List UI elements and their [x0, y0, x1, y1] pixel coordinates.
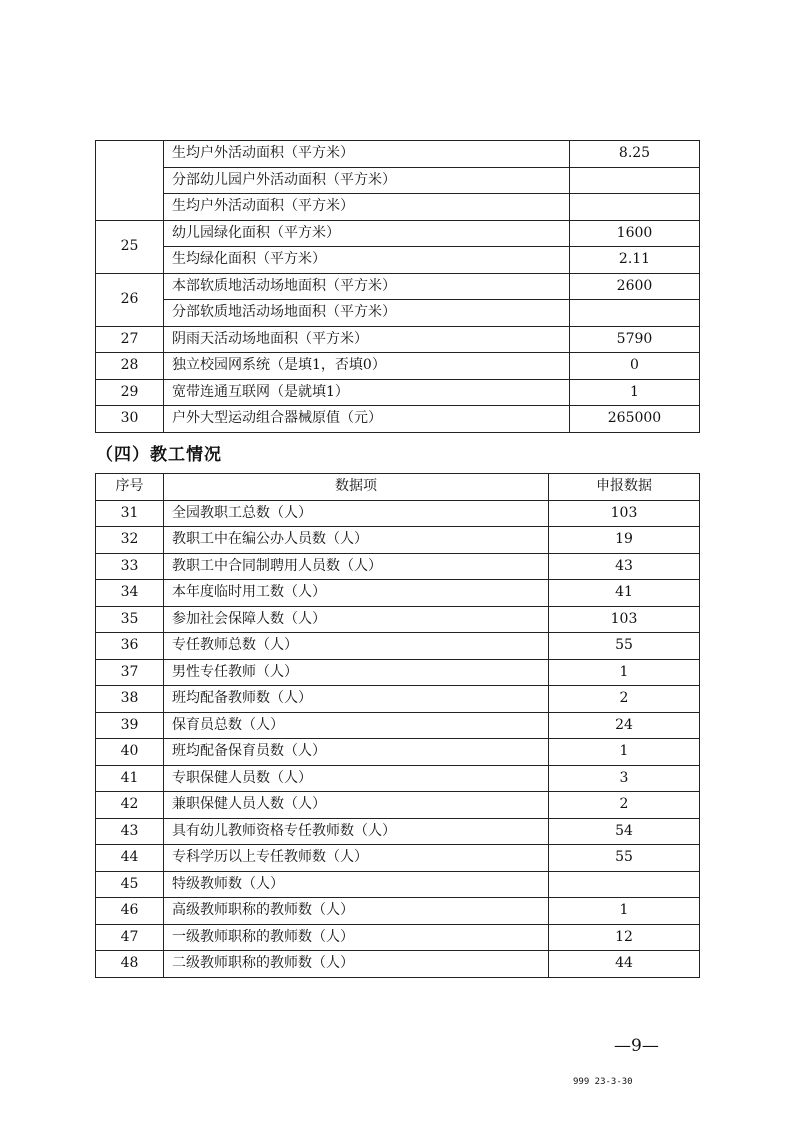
table-row — [96, 500, 700, 527]
row-index: 37 — [96, 659, 164, 686]
table-row — [96, 951, 700, 978]
row-value: 41 — [549, 580, 700, 607]
row-index: 43 — [96, 818, 164, 845]
table-row — [96, 659, 700, 686]
table-row — [96, 553, 700, 580]
row-item: 特级教师数（人） — [164, 871, 549, 898]
table-row — [96, 871, 700, 898]
table-row — [96, 326, 700, 353]
row-item: 幼儿园绿化面积（平方米） — [164, 220, 570, 247]
row-item: 班均配备保育员数（人） — [164, 739, 549, 766]
header-index: 序号 — [96, 474, 164, 501]
row-value: 1 — [549, 898, 700, 925]
row-value: 5790 — [570, 326, 700, 353]
table-row — [96, 273, 700, 300]
row-item: 教职工中在编公办人员数（人） — [164, 527, 549, 554]
table-row — [96, 167, 700, 194]
row-item: 独立校园网系统（是填1，否填0） — [164, 353, 570, 380]
row-item: 参加社会保障人数（人） — [164, 606, 549, 633]
row-value: 2.11 — [570, 247, 700, 274]
row-value: 24 — [549, 712, 700, 739]
row-item: 本年度临时用工数（人） — [164, 580, 549, 607]
row-value: 1 — [549, 739, 700, 766]
staff-table-body — [96, 500, 700, 977]
row-item: 一级教师职称的教师数（人） — [164, 924, 549, 951]
row-value: 19 — [549, 527, 700, 554]
row-item: 专职保健人员数（人） — [164, 765, 549, 792]
row-index: 41 — [96, 765, 164, 792]
row-value: 12 — [549, 924, 700, 951]
row-value: 265000 — [570, 406, 700, 433]
row-item: 专任教师总数（人） — [164, 633, 549, 660]
row-index: 27 — [96, 326, 164, 353]
row-index: 42 — [96, 792, 164, 819]
row-index: 25 — [96, 220, 164, 273]
row-item: 男性专任教师（人） — [164, 659, 549, 686]
section-title: （四）教工情况 — [96, 445, 222, 465]
row-item: 专科学历以上专任教师数（人） — [164, 845, 549, 872]
row-value: 1600 — [570, 220, 700, 247]
row-index: 29 — [96, 379, 164, 406]
row-index: 35 — [96, 606, 164, 633]
table-row — [96, 406, 700, 433]
row-value: 8.25 — [570, 141, 700, 168]
table-row — [96, 353, 700, 380]
row-value — [570, 194, 700, 221]
table-row — [96, 739, 700, 766]
row-item: 本部软质地活动场地面积（平方米） — [164, 273, 570, 300]
table-row — [96, 712, 700, 739]
row-item: 全园教职工总数（人） — [164, 500, 549, 527]
row-value — [570, 167, 700, 194]
table-row — [96, 765, 700, 792]
row-index: 32 — [96, 527, 164, 554]
row-item: 阴雨天活动场地面积（平方米） — [164, 326, 570, 353]
row-value: 103 — [549, 500, 700, 527]
table-row — [96, 845, 700, 872]
header-value: 申报数据 — [549, 474, 700, 501]
row-item: 分部幼儿园户外活动面积（平方米） — [164, 167, 570, 194]
row-value: 2600 — [570, 273, 700, 300]
row-value: 54 — [549, 818, 700, 845]
table-header-row — [96, 474, 700, 501]
row-index: 38 — [96, 686, 164, 713]
row-index: 26 — [96, 273, 164, 326]
table-row — [96, 818, 700, 845]
row-item: 兼职保健人员人数（人） — [164, 792, 549, 819]
row-index: 48 — [96, 951, 164, 978]
staff-table — [95, 473, 700, 978]
table-row — [96, 220, 700, 247]
table-row — [96, 606, 700, 633]
row-index: 44 — [96, 845, 164, 872]
table-row — [96, 633, 700, 660]
row-value: 2 — [549, 792, 700, 819]
row-item: 生均户外活动面积（平方米） — [164, 141, 570, 168]
table-row — [96, 527, 700, 554]
row-item: 分部软质地活动场地面积（平方米） — [164, 300, 570, 327]
row-item: 高级教师职称的教师数（人） — [164, 898, 549, 925]
row-value: 1 — [570, 379, 700, 406]
table-row — [96, 792, 700, 819]
row-value: 44 — [549, 951, 700, 978]
row-index: 34 — [96, 580, 164, 607]
row-item: 具有幼儿教师资格专任教师数（人） — [164, 818, 549, 845]
row-item: 班均配备教师数（人） — [164, 686, 549, 713]
row-value: 103 — [549, 606, 700, 633]
page-number: —9— — [614, 1036, 659, 1056]
row-item: 生均绿化面积（平方米） — [164, 247, 570, 274]
facilities-table — [95, 140, 700, 433]
footer-code: 999 23-3-30 — [573, 1077, 633, 1087]
table-row — [96, 247, 700, 274]
header-item: 数据项 — [164, 474, 549, 501]
row-value: 2 — [549, 686, 700, 713]
row-index: 46 — [96, 898, 164, 925]
table-row — [96, 379, 700, 406]
row-value: 55 — [549, 845, 700, 872]
row-item: 户外大型运动组合器械原值（元） — [164, 406, 570, 433]
table-row — [96, 924, 700, 951]
row-value: 0 — [570, 353, 700, 380]
row-index: 47 — [96, 924, 164, 951]
row-item: 生均户外活动面积（平方米） — [164, 194, 570, 221]
row-index: 28 — [96, 353, 164, 380]
table-row — [96, 580, 700, 607]
row-item: 保育员总数（人） — [164, 712, 549, 739]
row-value — [549, 871, 700, 898]
row-index — [96, 141, 164, 221]
row-index: 36 — [96, 633, 164, 660]
row-index: 45 — [96, 871, 164, 898]
table-row — [96, 141, 700, 168]
row-value: 43 — [549, 553, 700, 580]
row-item: 二级教师职称的教师数（人） — [164, 951, 549, 978]
row-index: 33 — [96, 553, 164, 580]
row-value — [570, 300, 700, 327]
row-value: 55 — [549, 633, 700, 660]
row-item: 教职工中合同制聘用人员数（人） — [164, 553, 549, 580]
row-index: 30 — [96, 406, 164, 433]
row-index: 40 — [96, 739, 164, 766]
row-item: 宽带连通互联网（是就填1） — [164, 379, 570, 406]
row-value: 3 — [549, 765, 700, 792]
table-row — [96, 898, 700, 925]
row-value: 1 — [549, 659, 700, 686]
table-row — [96, 686, 700, 713]
table-row — [96, 194, 700, 221]
table-row — [96, 300, 700, 327]
row-index: 31 — [96, 500, 164, 527]
row-index: 39 — [96, 712, 164, 739]
